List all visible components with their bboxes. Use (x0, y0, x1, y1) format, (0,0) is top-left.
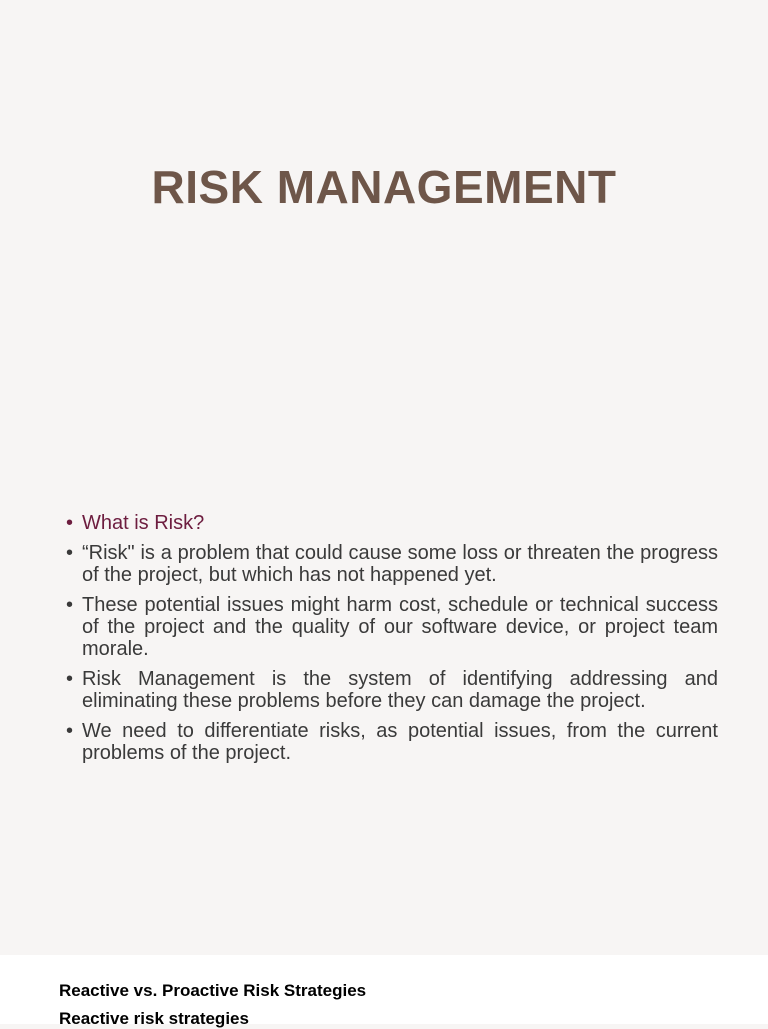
bullet-marker: • (66, 720, 74, 742)
bullet-item (66, 512, 718, 534)
slide-title: RISK MANAGEMENT (151, 161, 617, 213)
section-heading: Reactive vs. Proactive Risk Strategies (59, 981, 367, 1000)
bullet-marker: • (66, 512, 74, 534)
bullet-item (66, 720, 718, 764)
bullet-item (66, 668, 718, 712)
bullet-item (66, 542, 718, 586)
bullet-text: Risk Management is the system of identifying addressing and eliminating these problems before they can damage the project. (82, 668, 718, 712)
subsection-heading: Reactive risk strategies (59, 1009, 249, 1028)
bullet-list (66, 512, 718, 772)
bullet-item (66, 594, 718, 660)
bullet-marker: • (66, 542, 74, 564)
bullet-text: These potential issues might harm cost, schedule or technical success of the project and the quality of our software device, or project team morale. (82, 594, 718, 660)
bullet-text: What is Risk? (82, 512, 205, 534)
bullet-text: “Risk" is a problem that could cause some loss or threaten the progress of the project, but which has not happened yet. (82, 542, 718, 586)
bullet-marker: • (66, 594, 74, 616)
bullet-text: We need to differentiate risks, as potential issues, from the current problems of the project. (82, 720, 718, 764)
bullet-marker: • (66, 668, 74, 690)
